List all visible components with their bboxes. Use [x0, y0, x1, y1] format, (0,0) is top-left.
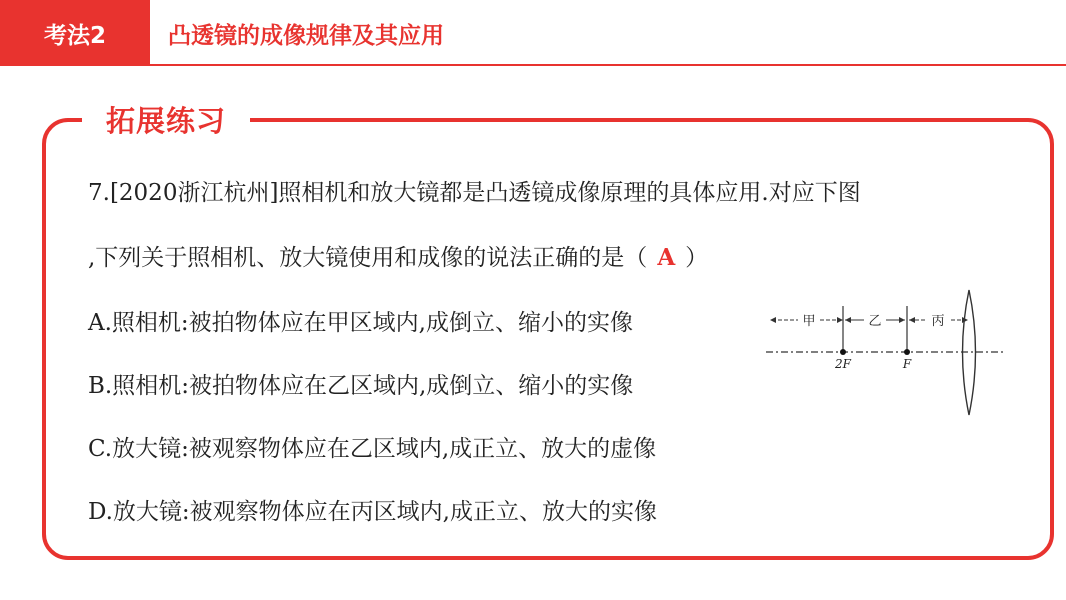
- section-tag: 考法2: [0, 0, 150, 66]
- point-f: [904, 349, 910, 355]
- point-2f: [840, 349, 846, 355]
- question-stem-close: ）: [685, 245, 709, 271]
- lens-diagram: [766, 288, 1011, 420]
- point-label-f: F: [902, 357, 912, 371]
- option-a[interactable]: A.照相机:被拍物体应在甲区域内,成倒立、缩小的实像: [88, 310, 633, 336]
- arrow-head-right: [837, 317, 843, 323]
- option-b[interactable]: B.照相机:被拍物体应在乙区域内,成倒立、缩小的实像: [88, 373, 634, 399]
- answer-text: A: [657, 244, 676, 271]
- arrow-head-right: [899, 317, 905, 323]
- region-label-jia: 甲: [802, 314, 816, 329]
- section-title: 凸透镜的成像规律及其应用: [168, 22, 444, 49]
- option-d[interactable]: D.放大镜:被观察物体应在丙区域内,成正立、放大的实像: [88, 499, 657, 525]
- option-c[interactable]: C.放大镜:被观察物体应在乙区域内,成正立、放大的虚像: [88, 436, 657, 462]
- header-bar: [0, 0, 1066, 66]
- region-label-bing: 丙: [931, 314, 945, 329]
- question-stem-line1: 7.[2020浙江杭州]照相机和放大镜都是凸透镜成像原理的具体应用.对应下图: [88, 180, 861, 206]
- arrow-head-left: [845, 317, 851, 323]
- region-label-yi: 乙: [868, 314, 882, 329]
- point-label-2f: 2F: [835, 357, 851, 371]
- arrow-head-left: [909, 317, 915, 323]
- panel-title: 拓展练习: [82, 97, 250, 145]
- question-stem-text: ,下列关于照相机、放大镜使用和成像的说法正确的是（: [88, 245, 648, 271]
- arrow-head-left: [770, 317, 776, 323]
- question-stem-line2: [88, 243, 708, 273]
